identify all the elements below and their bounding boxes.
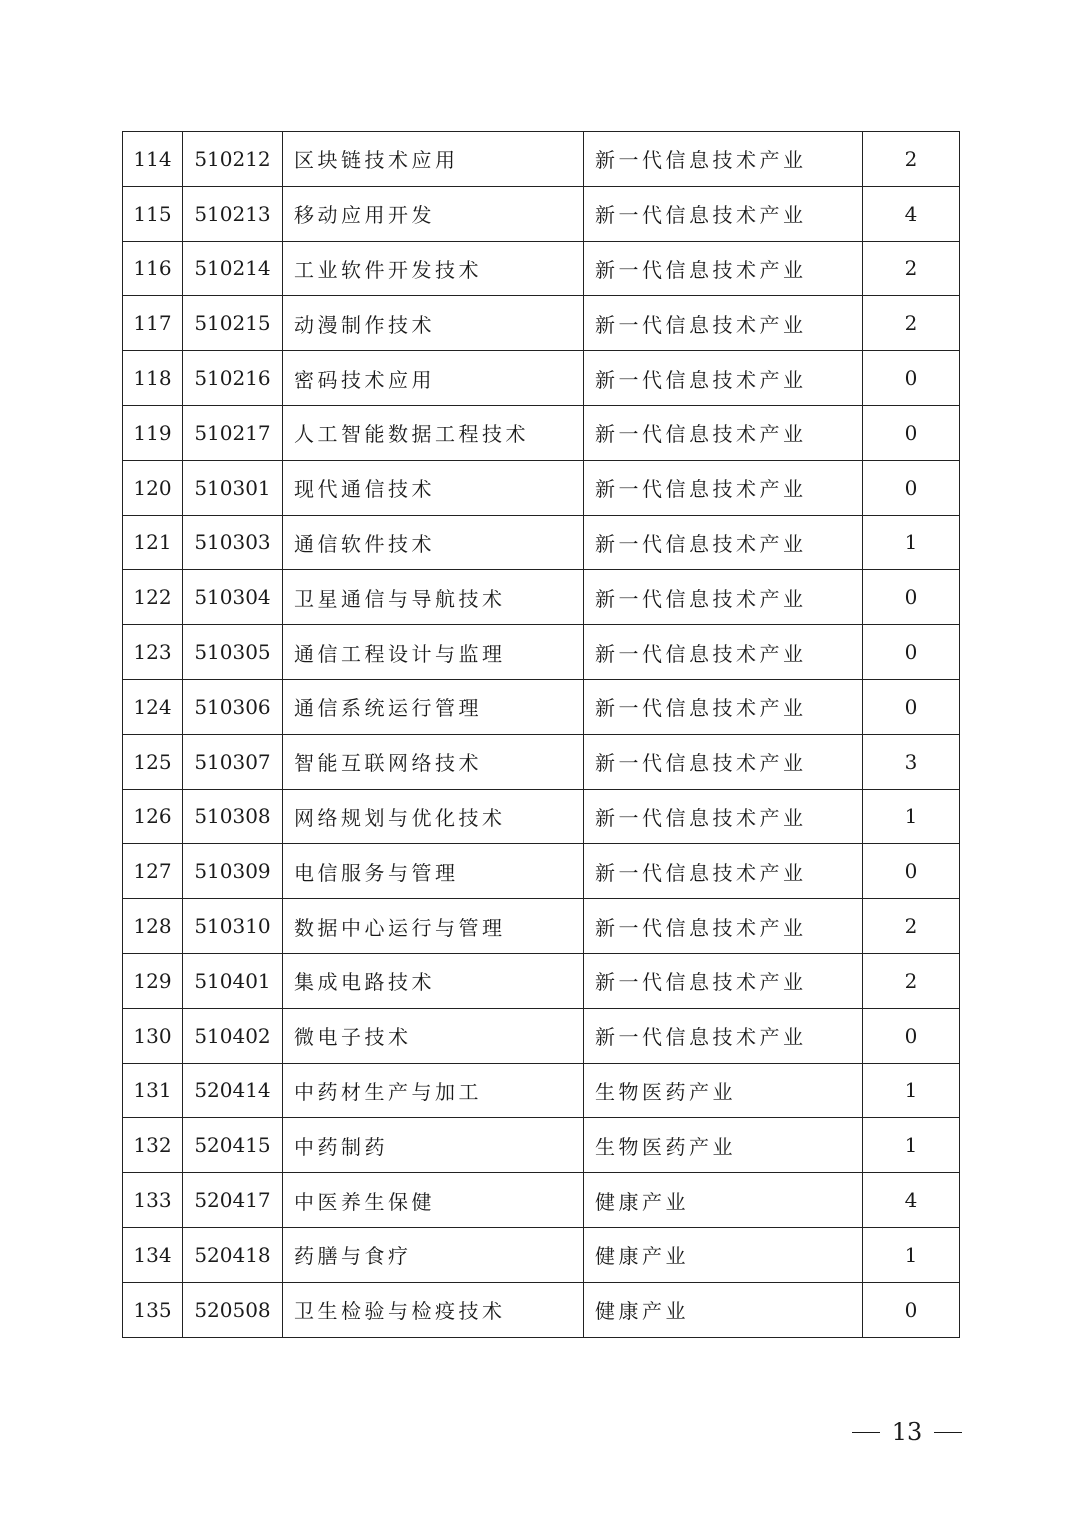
program-name: 密码技术应用	[283, 351, 584, 406]
table-row	[123, 734, 960, 789]
table-row	[123, 186, 960, 241]
page-number	[852, 1418, 962, 1446]
industry-name: 健康产业	[584, 1173, 863, 1228]
program-name: 区块链技术应用	[283, 132, 584, 187]
page-number-dash-left	[852, 1432, 880, 1433]
program-table-body	[123, 132, 960, 1338]
industry-name: 新一代信息技术产业	[584, 679, 863, 734]
row-index: 119	[123, 405, 183, 460]
program-code: 510310	[183, 899, 283, 954]
industry-name: 新一代信息技术产业	[584, 734, 863, 789]
program-code: 510304	[183, 570, 283, 625]
program-name: 人工智能数据工程技术	[283, 405, 584, 460]
program-count: 0	[863, 570, 960, 625]
program-count: 0	[863, 679, 960, 734]
program-code: 520508	[183, 1282, 283, 1337]
table-row	[123, 1063, 960, 1118]
industry-name: 新一代信息技术产业	[584, 296, 863, 351]
table-row	[123, 625, 960, 680]
program-code: 510308	[183, 789, 283, 844]
industry-name: 新一代信息技术产业	[584, 844, 863, 899]
program-count: 2	[863, 953, 960, 1008]
program-code: 510309	[183, 844, 283, 899]
table-row	[123, 296, 960, 351]
program-name: 通信软件技术	[283, 515, 584, 570]
program-count: 0	[863, 844, 960, 899]
program-count: 4	[863, 186, 960, 241]
industry-name: 健康产业	[584, 1282, 863, 1337]
program-count: 0	[863, 351, 960, 406]
program-code: 510215	[183, 296, 283, 351]
row-index: 122	[123, 570, 183, 625]
industry-name: 新一代信息技术产业	[584, 899, 863, 954]
industry-name: 新一代信息技术产业	[584, 625, 863, 680]
program-name: 中医养生保健	[283, 1173, 584, 1228]
program-count: 2	[863, 132, 960, 187]
program-name: 智能互联网络技术	[283, 734, 584, 789]
industry-name: 新一代信息技术产业	[584, 1008, 863, 1063]
program-code: 520414	[183, 1063, 283, 1118]
program-code: 510301	[183, 460, 283, 515]
program-code: 520418	[183, 1227, 283, 1282]
page-number-dash-right	[934, 1432, 962, 1433]
program-code: 510213	[183, 186, 283, 241]
program-count: 1	[863, 515, 960, 570]
industry-name: 新一代信息技术产业	[584, 789, 863, 844]
table-row	[123, 570, 960, 625]
table-row	[123, 1282, 960, 1337]
program-name: 网络规划与优化技术	[283, 789, 584, 844]
program-code: 520415	[183, 1118, 283, 1173]
program-name: 集成电路技术	[283, 953, 584, 1008]
program-name: 现代通信技术	[283, 460, 584, 515]
program-name: 微电子技术	[283, 1008, 584, 1063]
program-name: 移动应用开发	[283, 186, 584, 241]
row-index: 116	[123, 241, 183, 296]
program-code: 510401	[183, 953, 283, 1008]
program-count: 0	[863, 1282, 960, 1337]
industry-name: 新一代信息技术产业	[584, 351, 863, 406]
industry-name: 新一代信息技术产业	[584, 186, 863, 241]
row-index: 126	[123, 789, 183, 844]
program-code: 520417	[183, 1173, 283, 1228]
row-index: 118	[123, 351, 183, 406]
industry-name: 新一代信息技术产业	[584, 515, 863, 570]
program-name: 药膳与食疗	[283, 1227, 584, 1282]
program-code: 510217	[183, 405, 283, 460]
row-index: 114	[123, 132, 183, 187]
table-row	[123, 405, 960, 460]
industry-name: 新一代信息技术产业	[584, 460, 863, 515]
industry-name: 新一代信息技术产业	[584, 132, 863, 187]
program-count: 2	[863, 899, 960, 954]
program-count: 0	[863, 460, 960, 515]
row-index: 131	[123, 1063, 183, 1118]
program-table	[122, 131, 960, 1338]
program-count: 0	[863, 1008, 960, 1063]
row-index: 117	[123, 296, 183, 351]
industry-name: 生物医药产业	[584, 1063, 863, 1118]
program-name: 中药材生产与加工	[283, 1063, 584, 1118]
row-index: 129	[123, 953, 183, 1008]
industry-name: 新一代信息技术产业	[584, 241, 863, 296]
row-index: 120	[123, 460, 183, 515]
program-count: 2	[863, 241, 960, 296]
industry-name: 健康产业	[584, 1227, 863, 1282]
table-row	[123, 460, 960, 515]
program-count: 1	[863, 789, 960, 844]
program-code: 510307	[183, 734, 283, 789]
program-name: 中药制药	[283, 1118, 584, 1173]
row-index: 133	[123, 1173, 183, 1228]
table-row	[123, 1227, 960, 1282]
table-row	[123, 1118, 960, 1173]
program-count: 1	[863, 1063, 960, 1118]
industry-name: 新一代信息技术产业	[584, 953, 863, 1008]
table-row	[123, 679, 960, 734]
program-name: 通信工程设计与监理	[283, 625, 584, 680]
table-row	[123, 899, 960, 954]
table-row	[123, 132, 960, 187]
program-name: 工业软件开发技术	[283, 241, 584, 296]
program-count: 1	[863, 1227, 960, 1282]
industry-name: 生物医药产业	[584, 1118, 863, 1173]
table-row	[123, 953, 960, 1008]
program-name: 数据中心运行与管理	[283, 899, 584, 954]
program-count: 4	[863, 1173, 960, 1228]
table-row	[123, 1173, 960, 1228]
industry-name: 新一代信息技术产业	[584, 570, 863, 625]
row-index: 128	[123, 899, 183, 954]
program-code: 510216	[183, 351, 283, 406]
program-count: 0	[863, 405, 960, 460]
program-name: 通信系统运行管理	[283, 679, 584, 734]
program-count: 0	[863, 625, 960, 680]
program-name: 电信服务与管理	[283, 844, 584, 899]
row-index: 115	[123, 186, 183, 241]
row-index: 124	[123, 679, 183, 734]
program-code: 510303	[183, 515, 283, 570]
program-name: 卫生检验与检疫技术	[283, 1282, 584, 1337]
table-row	[123, 844, 960, 899]
row-index: 125	[123, 734, 183, 789]
program-code: 510402	[183, 1008, 283, 1063]
row-index: 134	[123, 1227, 183, 1282]
table-row	[123, 351, 960, 406]
row-index: 121	[123, 515, 183, 570]
page-number-value: 13	[891, 1418, 923, 1446]
program-code: 510305	[183, 625, 283, 680]
row-index: 127	[123, 844, 183, 899]
table-row	[123, 241, 960, 296]
row-index: 132	[123, 1118, 183, 1173]
program-code: 510214	[183, 241, 283, 296]
table-row	[123, 789, 960, 844]
program-count: 1	[863, 1118, 960, 1173]
table-row	[123, 515, 960, 570]
row-index: 135	[123, 1282, 183, 1337]
program-name: 卫星通信与导航技术	[283, 570, 584, 625]
program-code: 510306	[183, 679, 283, 734]
program-count: 2	[863, 296, 960, 351]
industry-name: 新一代信息技术产业	[584, 405, 863, 460]
program-count: 3	[863, 734, 960, 789]
row-index: 123	[123, 625, 183, 680]
program-code: 510212	[183, 132, 283, 187]
program-name: 动漫制作技术	[283, 296, 584, 351]
table-row	[123, 1008, 960, 1063]
row-index: 130	[123, 1008, 183, 1063]
